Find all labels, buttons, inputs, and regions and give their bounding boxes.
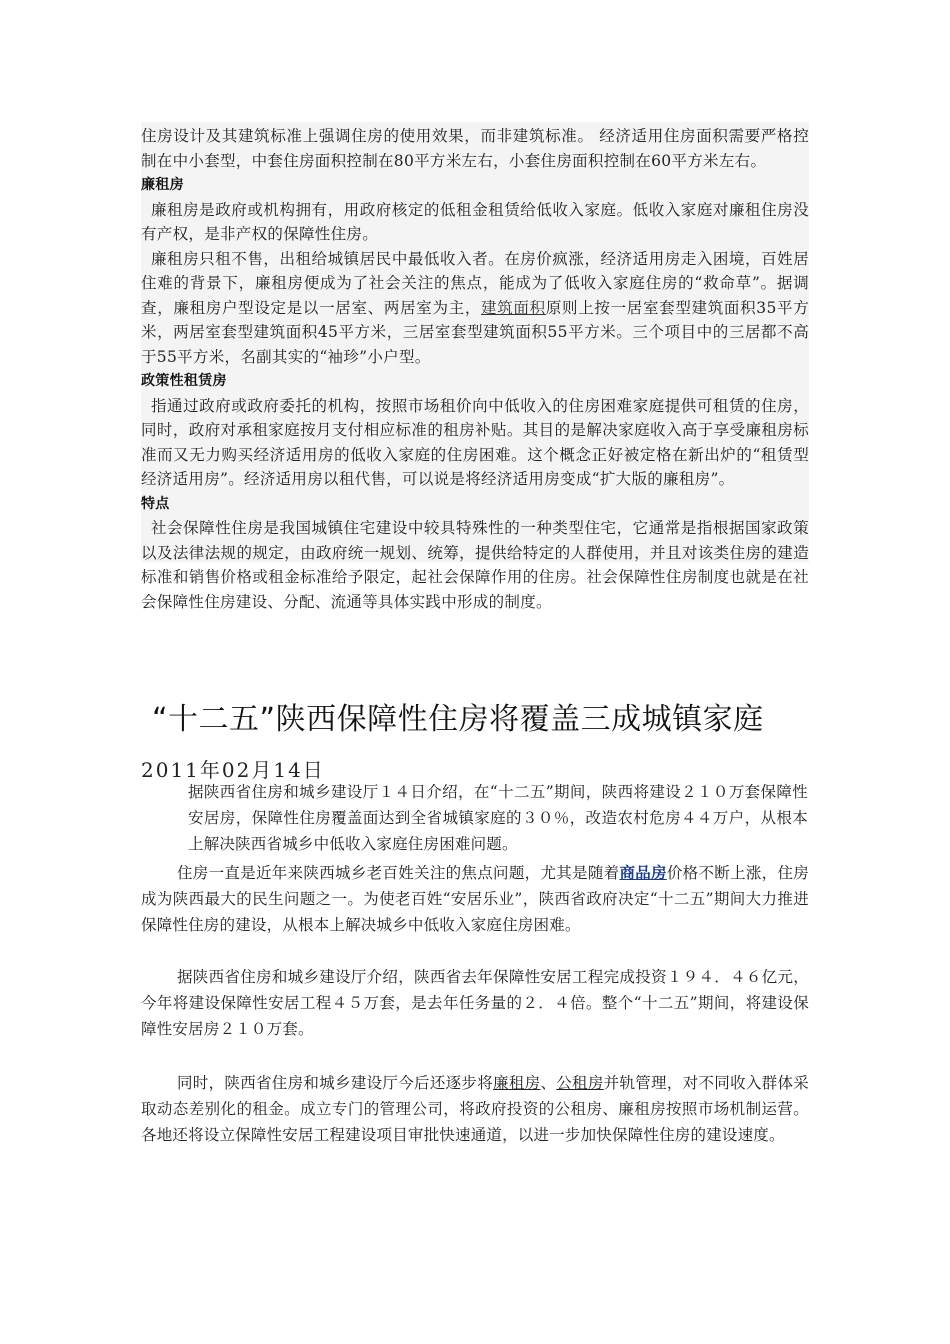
article-p3-text-a: 同时，陕西省住房和城乡建设厅今后还逐步将 [177,1074,494,1092]
section-heading-tedian: 特点 [141,495,170,512]
building-area-link[interactable]: 建筑面积 [481,298,546,317]
article-date: 2011年02月14日 [141,758,325,782]
gongzufang-link[interactable]: 公租房 [556,1074,604,1092]
article-paragraph-3 [141,1070,809,1148]
excerpt-section [141,124,809,614]
tedian-paragraph: 社会保障性住房是我国城镇住宅建设中较具特殊性的一种类型住宅，它通常是指根据国家政策以及法律法规的规定，由政府统一规划、统筹，提供给特定的人群使用，并且对该类住房的建造标准和销售价格或租金标准给予限定，起社会保障作用的住房。社会保障性住房制度也就是在社会保障性住房建设、分配、流通等具体实践中形成的制度。 [141,519,809,611]
commercial-housing-link[interactable]: 商品房 [619,863,667,882]
lianzufang-text-a: 廉租房只租不售，出租给城镇居民中最低收入者。在房价疯涨，经济适用房走入困境，百姓居住难的背景下，廉租房便成为了社会关注的焦点，能成为了低收入家庭住房的“救命草”。据调查，廉租房户型设定是以一居室、两居室为主， [141,249,809,317]
section-heading-lianzufang: 廉租房 [141,177,184,193]
article-p3-separator: 、 [540,1074,557,1092]
intro-paragraph: 住房设计及其建筑标准上强调住房的使用效果，而非建筑标准。 经济适用住房面积需要严格控制在中小套型，中套住房面积控制在80平方米左右，小套住房面积控制在60平方米左右。 [141,127,809,170]
article-summary: 据陕西省住房和城乡建设厅１４日介绍，在“十二五”期间，陕西将建设２１０万套保障性安居房，保障性住房覆盖面达到全省城镇家庭的３０％，改造农村危房４４万户，从根本上解决陕西省城乡中低收入家庭住房困难问题。 [188,783,808,853]
article-p1-text-b: 价格不断上涨，住房成为陕西最大的民生问题之一。为使老百姓“安居乐业”，陕西省政府决定“十二五”期间大力推进保障性住房的建设，从根本上解决城乡中低收入家庭住房困难。 [141,864,809,934]
article-paragraph-2: 据陕西省住房和城乡建设厅介绍，陕西省去年保障性安居工程完成投资１９４．４６亿元，今年将建设保障性安居工程４５万套，是去年任务量的２．４倍。整个“十二五”期间，将建设保障性安居房２１０万套。 [141,968,809,1038]
lianzufang-text-b: 原则上按一居室套型建筑面积35平方米，两居室套型建筑面积45平方米，三居室套型建筑面积55平方米。三个项目中的三居都不高于55平方米，名副其实的“袖珍”小户型。 [141,298,810,366]
article-paragraph-1 [141,860,809,938]
article-title: “十二五”陕西保障性住房将覆盖三成城镇家庭 [152,702,764,737]
lianzufang-paragraph-1: 廉租房是政府或机构拥有，用政府核定的低租金租赁给低收入家庭。低收入家庭对廉租住房没有产权，是非产权的保障性住房。 [141,200,809,243]
lianzufang-paragraph-2 [141,247,809,370]
section-heading-zhengce: 政策性租赁房 [141,373,227,389]
article-p1-text-a: 住房一直是近年来陕西城乡老百姓关注的焦点问题，尤其是随着 [177,864,620,882]
lianzufang-link[interactable]: 廉租房 [493,1074,541,1092]
article-p3-text-b: 并轨管理，对不同收入群体采取动态差别化的租金。成立专门的管理公司，将政府投资的公租房、廉租房按照市场机制运营。各地还将设立保障性安居工程建设项目审批快速通道，以进一步加快保障性住房的建设速度。 [141,1074,809,1144]
zhengce-paragraph: 指通过政府或政府委托的机构，按照市场租价向中低收入的住房困难家庭提供可租赁的住房，同时，政府对承租家庭按月支付相应标准的租房补贴。其目的是解决家庭收入高于享受廉租房标准而又无力购买经济适用房的低收入家庭的住房困难。这个概念正好被定格在新出炉的“租赁型经济适用房”。经济适用房以租代售，可以说是将经济适用房变成“扩大版的廉租房”。 [141,396,809,488]
